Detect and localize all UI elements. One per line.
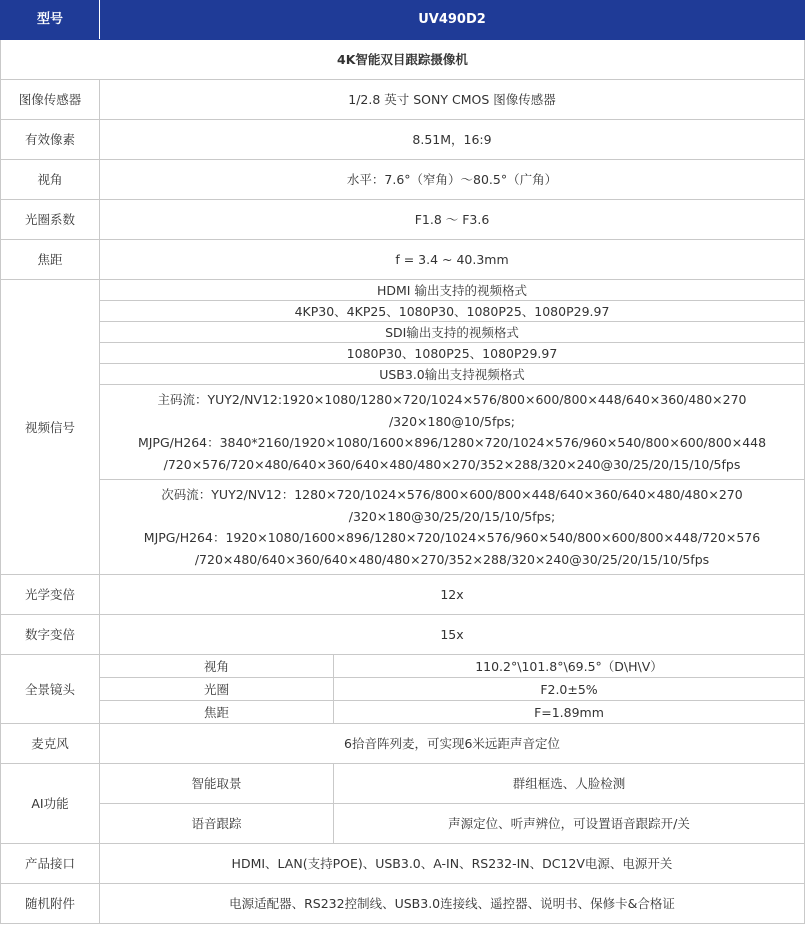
table-row (1, 240, 805, 280)
table-row (1, 120, 805, 160)
row-label: 麦克风 (1, 724, 100, 764)
row-value: 12x (100, 575, 805, 615)
row-value: 1/2.8 英寸 SONY CMOS 图像传感器 (100, 80, 805, 120)
video-format-line: HDMI 输出支持的视频格式 (100, 280, 805, 301)
video-row (1, 280, 805, 301)
main-stream-line: /320×180@10/5fps; (388, 413, 516, 429)
sub-label: 焦距 (100, 701, 334, 724)
row-value: 水平：7.6°（窄角）～80.5°（广角） (100, 160, 805, 200)
row-label: 图像传感器 (1, 80, 100, 120)
row-label: 有效像素 (1, 120, 100, 160)
row-label: 视角 (1, 160, 100, 200)
row-value: 15x (100, 615, 805, 655)
sub-stream-line: /720×480/640×360/640×480/480×270/352×288/320×240@30/25/20/15/10/5fps (194, 551, 710, 567)
table-row (1, 884, 805, 924)
row-label: 数字变倍 (1, 615, 100, 655)
table-row (1, 575, 805, 615)
row-value: HDMI、LAN(支持POE)、USB3.0、A-IN、RS232-IN、DC12V电源、电源开关 (100, 844, 805, 884)
video-row (1, 385, 805, 480)
row-label: 焦距 (1, 240, 100, 280)
video-row (1, 364, 805, 385)
video-row (1, 301, 805, 322)
main-stream-line: /720×576/720×480/640×360/640×480/480×270/352×288/320×240@30/25/20/15/10/5fps (163, 456, 741, 472)
video-format-line: USB3.0输出支持视频格式 (100, 364, 805, 385)
table-row (1, 160, 805, 200)
ai-row (1, 804, 805, 844)
sub-stream-block (100, 480, 805, 575)
row-value: 6拾音阵列麦，可实现6米远距声音定位 (100, 724, 805, 764)
sub-value: 110.2°\101.8°\69.5°（D\H\V） (334, 655, 805, 678)
sub-stream-line: 次码流：YUY2/NV12：1280×720/1024×576/800×600/800×448/640×360/640×480/480×270 (161, 487, 743, 502)
product-title-row (1, 40, 805, 80)
sub-stream-line: MJPG/H264：1920×1080/1600×896/1280×720/1024×576/960×540/800×600/800×448/720×576 (143, 530, 761, 545)
video-row (1, 343, 805, 364)
model-column-label: 型号 (1, 1, 100, 40)
ai-row (1, 764, 805, 804)
video-format-line: SDI输出支持的视频格式 (100, 322, 805, 343)
table-row (1, 615, 805, 655)
main-stream-block (100, 385, 805, 480)
table-header-row (1, 1, 805, 40)
video-format-line: 1080P30、1080P25、1080P29.97 (100, 343, 805, 364)
row-value: 电源适配器、RS232控制线、USB3.0连接线、遥控器、说明书、保修卡&合格证 (100, 884, 805, 924)
sub-value: F2.0±5% (334, 678, 805, 701)
sub-label: 光圈 (100, 678, 334, 701)
row-value: f = 3.4 ~ 40.3mm (100, 240, 805, 280)
panorama-row (1, 701, 805, 724)
row-label: 光圈系数 (1, 200, 100, 240)
sub-value: F=1.89mm (334, 701, 805, 724)
video-row (1, 322, 805, 343)
sub-value: 声源定位、听声辨位，可设置语音跟踪开/关 (334, 804, 805, 844)
product-title: 4K智能双目跟踪摄像机 (1, 40, 805, 80)
sub-label: 视角 (100, 655, 334, 678)
panorama-row (1, 655, 805, 678)
sub-value: 群组框选、人脸检测 (334, 764, 805, 804)
sub-label: 语音跟踪 (100, 804, 334, 844)
video-row (1, 480, 805, 575)
sub-stream-line: /320×180@30/25/20/15/10/5fps; (348, 508, 556, 524)
row-label: 随机附件 (1, 884, 100, 924)
model-name: UV490D2 (100, 1, 805, 40)
row-value: F1.8 ～ F3.6 (100, 200, 805, 240)
row-value: 8.51M，16:9 (100, 120, 805, 160)
row-label: 光学变倍 (1, 575, 100, 615)
row-label: 视频信号 (1, 280, 100, 575)
row-label: 全景镜头 (1, 655, 100, 724)
video-format-line: 4KP30、4KP25、1080P30、1080P25、1080P29.97 (100, 301, 805, 322)
row-label: 产品接口 (1, 844, 100, 884)
sub-label: 智能取景 (100, 764, 334, 804)
main-stream-line: MJPG/H264：3840*2160/1920×1080/1600×896/1280×720/1024×576/960×540/800×600/800×448 (137, 435, 767, 450)
table-row (1, 200, 805, 240)
main-stream-line: 主码流：YUY2/NV12:1920×1080/1280×720/1024×576/800×600/800×448/640×360/480×270 (157, 392, 747, 407)
table-row (1, 844, 805, 884)
table-row (1, 80, 805, 120)
panorama-row (1, 678, 805, 701)
row-label: AI功能 (1, 764, 100, 844)
table-row (1, 724, 805, 764)
